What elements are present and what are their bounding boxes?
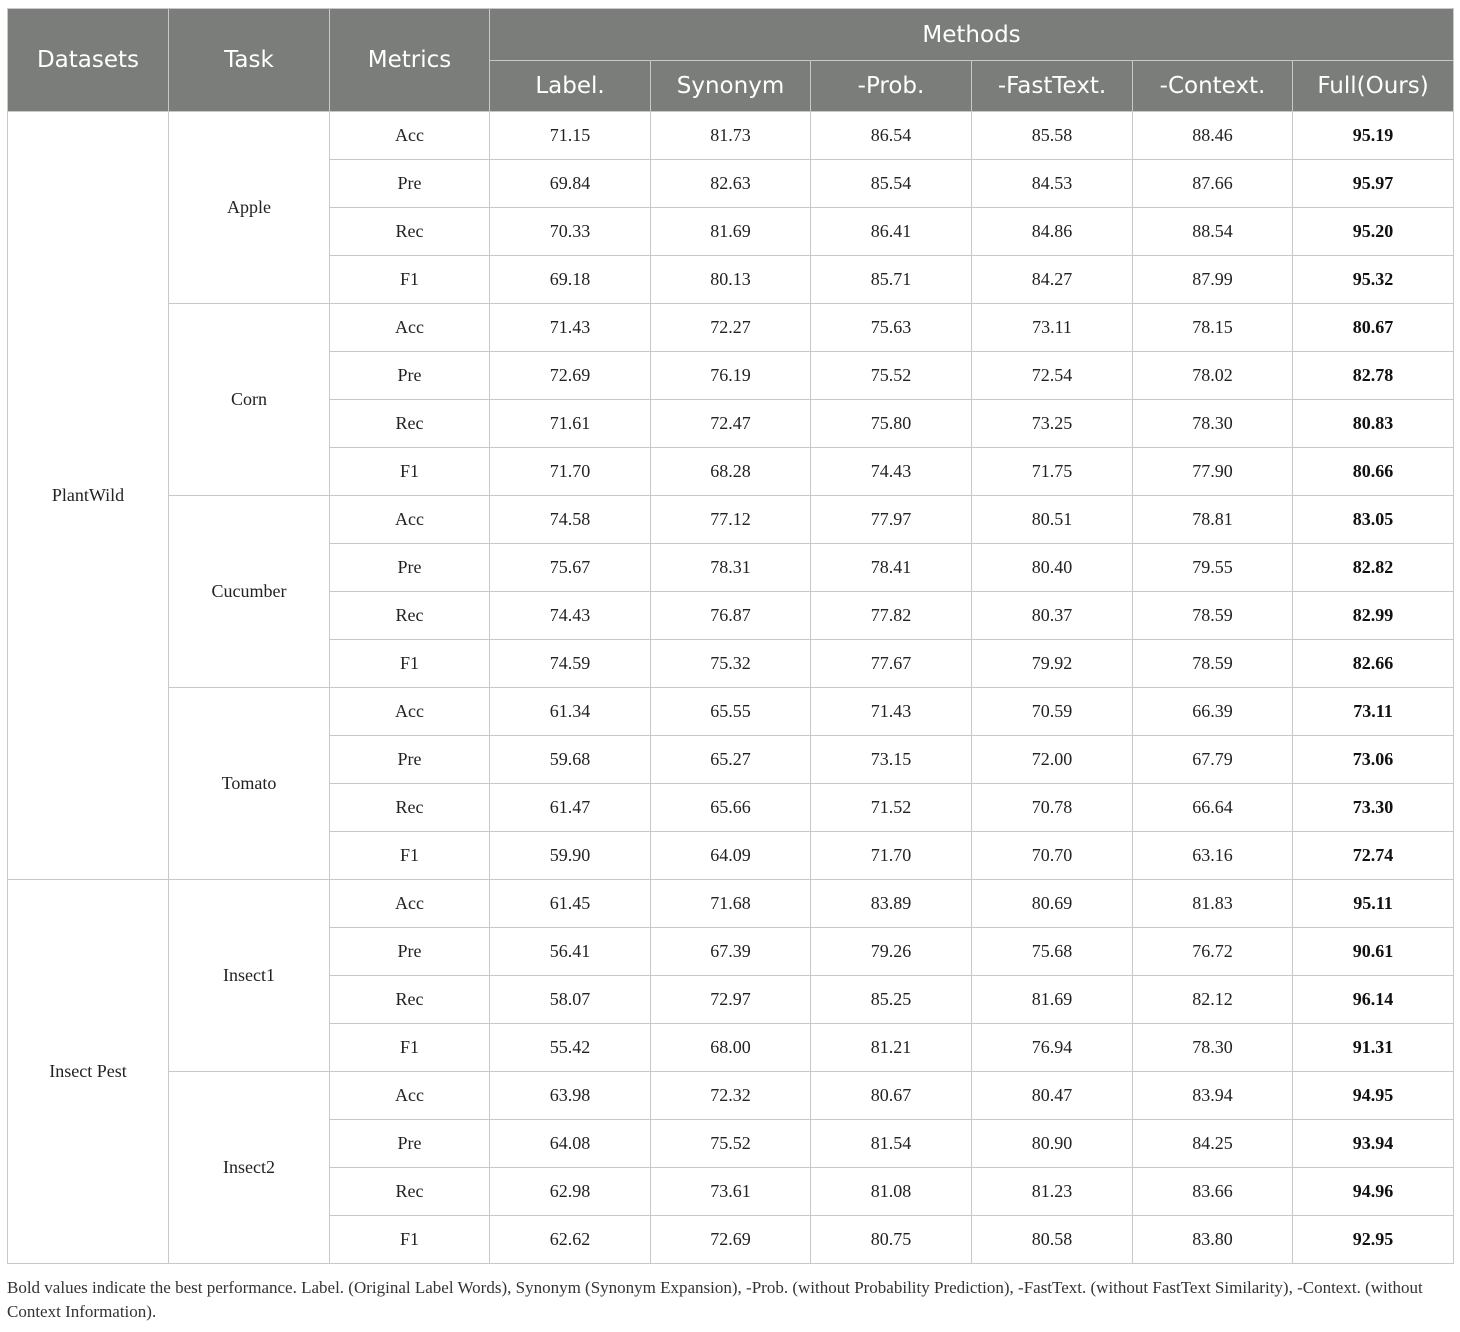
task-cell: Cucumber xyxy=(169,496,330,688)
value-cell: 80.75 xyxy=(811,1216,972,1264)
value-cell: 78.15 xyxy=(1133,304,1293,352)
value-cell: 56.41 xyxy=(490,928,651,976)
value-cell: 61.45 xyxy=(490,880,651,928)
value-cell: 73.61 xyxy=(651,1168,811,1216)
table-row xyxy=(8,496,1454,544)
value-cell: 80.40 xyxy=(972,544,1133,592)
value-cell-best: 96.14 xyxy=(1293,976,1454,1024)
value-cell: 83.80 xyxy=(1133,1216,1293,1264)
value-cell: 76.94 xyxy=(972,1024,1133,1072)
value-cell: 80.13 xyxy=(651,256,811,304)
value-cell: 81.73 xyxy=(651,112,811,160)
value-cell: 70.33 xyxy=(490,208,651,256)
value-cell: 85.71 xyxy=(811,256,972,304)
value-cell: 72.69 xyxy=(651,1216,811,1264)
value-cell: 71.15 xyxy=(490,112,651,160)
table-row xyxy=(8,304,1454,352)
value-cell: 69.18 xyxy=(490,256,651,304)
value-cell: 71.43 xyxy=(490,304,651,352)
value-cell: 70.59 xyxy=(972,688,1133,736)
value-cell: 79.92 xyxy=(972,640,1133,688)
value-cell-best: 95.19 xyxy=(1293,112,1454,160)
metric-cell: F1 xyxy=(330,1216,490,1264)
value-cell: 77.82 xyxy=(811,592,972,640)
value-cell: 67.39 xyxy=(651,928,811,976)
value-cell: 81.69 xyxy=(972,976,1133,1024)
dataset-cell: PlantWild xyxy=(8,112,169,880)
table-row xyxy=(8,112,1454,160)
value-cell: 61.34 xyxy=(490,688,651,736)
value-cell: 71.68 xyxy=(651,880,811,928)
value-cell: 65.55 xyxy=(651,688,811,736)
value-cell: 78.30 xyxy=(1133,400,1293,448)
value-cell: 87.66 xyxy=(1133,160,1293,208)
metric-cell: Rec xyxy=(330,976,490,1024)
value-cell-best: 72.74 xyxy=(1293,832,1454,880)
value-cell: 76.72 xyxy=(1133,928,1293,976)
value-cell: 80.90 xyxy=(972,1120,1133,1168)
value-cell-best: 95.11 xyxy=(1293,880,1454,928)
value-cell: 85.25 xyxy=(811,976,972,1024)
value-cell: 79.26 xyxy=(811,928,972,976)
value-cell: 72.00 xyxy=(972,736,1133,784)
value-cell-best: 95.20 xyxy=(1293,208,1454,256)
value-cell-best: 91.31 xyxy=(1293,1024,1454,1072)
value-cell: 86.41 xyxy=(811,208,972,256)
dataset-cell: Insect Pest xyxy=(8,880,169,1264)
value-cell: 81.83 xyxy=(1133,880,1293,928)
value-cell: 55.42 xyxy=(490,1024,651,1072)
table-row xyxy=(8,688,1454,736)
value-cell: 74.43 xyxy=(490,592,651,640)
header-task: Task xyxy=(169,9,330,112)
value-cell: 81.69 xyxy=(651,208,811,256)
value-cell: 84.86 xyxy=(972,208,1133,256)
value-cell: 64.08 xyxy=(490,1120,651,1168)
value-cell: 69.84 xyxy=(490,160,651,208)
value-cell: 78.30 xyxy=(1133,1024,1293,1072)
value-cell: 66.64 xyxy=(1133,784,1293,832)
metric-cell: Pre xyxy=(330,1120,490,1168)
value-cell: 66.39 xyxy=(1133,688,1293,736)
value-cell: 81.54 xyxy=(811,1120,972,1168)
ablation-results-table xyxy=(7,8,1454,1264)
value-cell: 72.54 xyxy=(972,352,1133,400)
header-method-label: Label. xyxy=(490,61,651,112)
value-cell: 84.27 xyxy=(972,256,1133,304)
value-cell: 78.31 xyxy=(651,544,811,592)
header-row-1 xyxy=(8,9,1454,61)
value-cell: 74.58 xyxy=(490,496,651,544)
value-cell-best: 90.61 xyxy=(1293,928,1454,976)
value-cell: 58.07 xyxy=(490,976,651,1024)
table-footnote: Bold values indicate the best performance. Label. (Original Label Words), Synonym (Synonym Expansion), -Prob. (without Probability Prediction), -FastText. (without FastText Similarity), -Context. (without Context Information). xyxy=(7,1278,1423,1321)
metric-cell: Pre xyxy=(330,544,490,592)
value-cell: 72.32 xyxy=(651,1072,811,1120)
value-cell-best: 94.95 xyxy=(1293,1072,1454,1120)
metric-cell: F1 xyxy=(330,640,490,688)
value-cell: 80.58 xyxy=(972,1216,1133,1264)
value-cell-best: 80.83 xyxy=(1293,400,1454,448)
header-method-full-ours: Full(Ours) xyxy=(1293,61,1454,112)
value-cell: 85.58 xyxy=(972,112,1133,160)
value-cell: 73.11 xyxy=(972,304,1133,352)
value-cell: 87.99 xyxy=(1133,256,1293,304)
metric-cell: Pre xyxy=(330,352,490,400)
metric-cell: Rec xyxy=(330,400,490,448)
value-cell-best: 80.66 xyxy=(1293,448,1454,496)
header-method-context: -Context. xyxy=(1133,61,1293,112)
value-cell: 75.52 xyxy=(651,1120,811,1168)
value-cell: 74.59 xyxy=(490,640,651,688)
value-cell: 75.32 xyxy=(651,640,811,688)
metric-cell: Rec xyxy=(330,784,490,832)
metric-cell: F1 xyxy=(330,1024,490,1072)
value-cell: 71.75 xyxy=(972,448,1133,496)
value-cell: 80.47 xyxy=(972,1072,1133,1120)
value-cell-best: 73.06 xyxy=(1293,736,1454,784)
value-cell: 73.15 xyxy=(811,736,972,784)
value-cell: 88.46 xyxy=(1133,112,1293,160)
value-cell: 80.37 xyxy=(972,592,1133,640)
value-cell: 77.90 xyxy=(1133,448,1293,496)
value-cell: 71.70 xyxy=(490,448,651,496)
value-cell: 81.23 xyxy=(972,1168,1133,1216)
value-cell-best: 92.95 xyxy=(1293,1216,1454,1264)
value-cell: 71.70 xyxy=(811,832,972,880)
value-cell: 71.61 xyxy=(490,400,651,448)
value-cell: 78.81 xyxy=(1133,496,1293,544)
value-cell: 83.66 xyxy=(1133,1168,1293,1216)
value-cell: 85.54 xyxy=(811,160,972,208)
value-cell-best: 93.94 xyxy=(1293,1120,1454,1168)
value-cell-best: 73.30 xyxy=(1293,784,1454,832)
value-cell: 75.67 xyxy=(490,544,651,592)
value-cell: 88.54 xyxy=(1133,208,1293,256)
value-cell: 80.67 xyxy=(811,1072,972,1120)
value-cell-best: 82.78 xyxy=(1293,352,1454,400)
value-cell: 73.25 xyxy=(972,400,1133,448)
metric-cell: Acc xyxy=(330,880,490,928)
value-cell: 70.70 xyxy=(972,832,1133,880)
value-cell: 79.55 xyxy=(1133,544,1293,592)
metric-cell: Rec xyxy=(330,208,490,256)
metric-cell: Rec xyxy=(330,1168,490,1216)
value-cell: 80.69 xyxy=(972,880,1133,928)
value-cell: 68.00 xyxy=(651,1024,811,1072)
value-cell: 83.94 xyxy=(1133,1072,1293,1120)
value-cell: 59.90 xyxy=(490,832,651,880)
value-cell: 84.53 xyxy=(972,160,1133,208)
header-method-synonym: Synonym xyxy=(651,61,811,112)
value-cell: 72.69 xyxy=(490,352,651,400)
value-cell: 61.47 xyxy=(490,784,651,832)
task-cell: Insect1 xyxy=(169,880,330,1072)
value-cell-best: 95.32 xyxy=(1293,256,1454,304)
metric-cell: Pre xyxy=(330,928,490,976)
value-cell: 82.12 xyxy=(1133,976,1293,1024)
task-cell: Apple xyxy=(169,112,330,304)
value-cell: 77.97 xyxy=(811,496,972,544)
metric-cell: Acc xyxy=(330,112,490,160)
value-cell: 72.47 xyxy=(651,400,811,448)
metric-cell: F1 xyxy=(330,256,490,304)
value-cell: 75.63 xyxy=(811,304,972,352)
value-cell-best: 95.97 xyxy=(1293,160,1454,208)
table-row xyxy=(8,1072,1454,1120)
header-methods: Methods xyxy=(490,9,1454,61)
value-cell: 78.41 xyxy=(811,544,972,592)
value-cell: 71.43 xyxy=(811,688,972,736)
value-cell: 81.21 xyxy=(811,1024,972,1072)
metric-cell: F1 xyxy=(330,832,490,880)
value-cell: 65.66 xyxy=(651,784,811,832)
results-table-container xyxy=(7,8,1453,1264)
header-metrics: Metrics xyxy=(330,9,490,112)
value-cell: 72.27 xyxy=(651,304,811,352)
metric-cell: Rec xyxy=(330,592,490,640)
value-cell: 62.62 xyxy=(490,1216,651,1264)
value-cell-best: 73.11 xyxy=(1293,688,1454,736)
value-cell: 83.89 xyxy=(811,880,972,928)
metric-cell: Acc xyxy=(330,496,490,544)
header-datasets: Datasets xyxy=(8,9,169,112)
task-cell: Tomato xyxy=(169,688,330,880)
value-cell: 68.28 xyxy=(651,448,811,496)
task-cell: Insect2 xyxy=(169,1072,330,1264)
header-method-fasttext: -FastText. xyxy=(972,61,1133,112)
metric-cell: F1 xyxy=(330,448,490,496)
metric-cell: Pre xyxy=(330,736,490,784)
value-cell: 75.52 xyxy=(811,352,972,400)
metric-cell: Acc xyxy=(330,304,490,352)
value-cell: 72.97 xyxy=(651,976,811,1024)
table-body xyxy=(8,112,1454,1264)
value-cell: 77.12 xyxy=(651,496,811,544)
value-cell: 76.19 xyxy=(651,352,811,400)
value-cell: 76.87 xyxy=(651,592,811,640)
value-cell-best: 82.82 xyxy=(1293,544,1454,592)
task-cell: Corn xyxy=(169,304,330,496)
value-cell: 63.16 xyxy=(1133,832,1293,880)
value-cell: 67.79 xyxy=(1133,736,1293,784)
value-cell: 77.67 xyxy=(811,640,972,688)
value-cell: 70.78 xyxy=(972,784,1133,832)
header-method-prob: -Prob. xyxy=(811,61,972,112)
value-cell: 82.63 xyxy=(651,160,811,208)
value-cell: 64.09 xyxy=(651,832,811,880)
value-cell: 63.98 xyxy=(490,1072,651,1120)
value-cell: 71.52 xyxy=(811,784,972,832)
value-cell-best: 82.66 xyxy=(1293,640,1454,688)
value-cell: 86.54 xyxy=(811,112,972,160)
value-cell-best: 94.96 xyxy=(1293,1168,1454,1216)
value-cell: 81.08 xyxy=(811,1168,972,1216)
value-cell-best: 82.99 xyxy=(1293,592,1454,640)
value-cell: 78.59 xyxy=(1133,592,1293,640)
value-cell: 78.59 xyxy=(1133,640,1293,688)
value-cell: 59.68 xyxy=(490,736,651,784)
metric-cell: Acc xyxy=(330,688,490,736)
value-cell: 65.27 xyxy=(651,736,811,784)
value-cell-best: 80.67 xyxy=(1293,304,1454,352)
value-cell: 80.51 xyxy=(972,496,1133,544)
value-cell: 74.43 xyxy=(811,448,972,496)
table-header xyxy=(8,9,1454,112)
table-row xyxy=(8,880,1454,928)
value-cell: 75.80 xyxy=(811,400,972,448)
value-cell: 75.68 xyxy=(972,928,1133,976)
value-cell: 78.02 xyxy=(1133,352,1293,400)
value-cell: 84.25 xyxy=(1133,1120,1293,1168)
metric-cell: Acc xyxy=(330,1072,490,1120)
value-cell-best: 83.05 xyxy=(1293,496,1454,544)
value-cell: 62.98 xyxy=(490,1168,651,1216)
metric-cell: Pre xyxy=(330,160,490,208)
